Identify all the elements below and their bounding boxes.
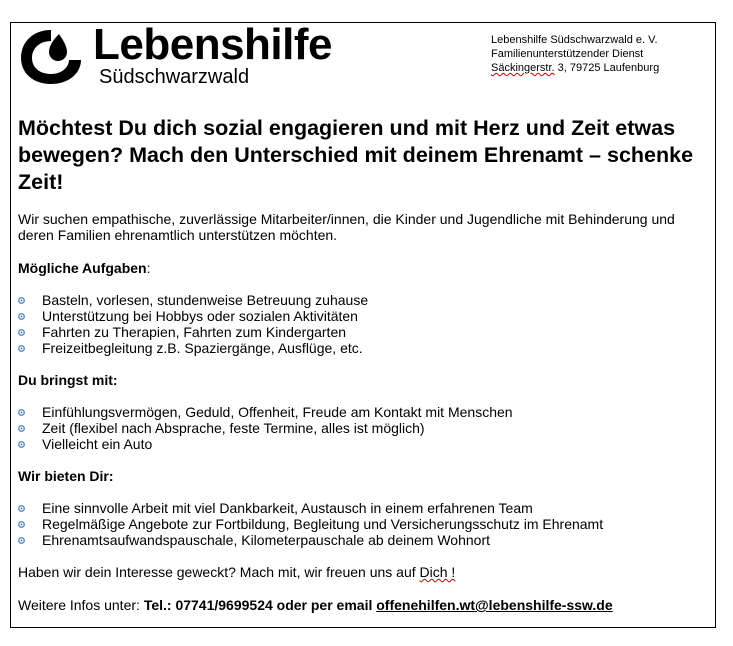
lebenshilfe-logo [19, 20, 349, 90]
bullet-icon [18, 441, 25, 448]
bullet-icon [18, 297, 25, 304]
lebenshilfe-logo-icon [19, 26, 83, 86]
contact-line [18, 597, 613, 613]
contact-prefix: Weitere Infos unter: [18, 597, 144, 613]
logo-subtitle: Südschwarzwald [99, 66, 250, 88]
requirements-title: Du bringst mit: [18, 372, 118, 388]
address-department: Familienunterstützender Dienst [491, 48, 644, 60]
list-item: Eine sinnvolle Arbeit mit viel Dankbarkeit, Austausch in einem erfahrenen Team [18, 500, 603, 516]
address-org: Lebenshilfe Südschwarzwald e. V. [491, 34, 658, 46]
list-item: Vielleicht ein Auto [18, 436, 513, 452]
list-item: Regelmäßige Angebote zur Fortbildung, Begleitung und Versicherungsschutz im Ehrenamt [18, 516, 603, 532]
intro-text: Wir suchen empathische, zuverlässige Mitarbeiter/innen, die Kinder und Jugendliche mit Behinderung und deren Familien ehrenamtlich unterstützen möchten. [18, 211, 675, 243]
contact-phone: Tel.: 07741/9699524 oder per email [143, 597, 377, 613]
tasks-list [18, 292, 368, 356]
bullet-icon [18, 409, 25, 416]
bullet-icon [18, 537, 25, 544]
list-item: Fahrten zu Therapien, Fahrten zum Kindergarten [18, 324, 368, 340]
bullet-icon [18, 345, 25, 352]
list-item: Basteln, vorlesen, stundenweise Betreuung zuhause [18, 292, 368, 308]
contact-email-link[interactable]: offenehilfen.wt@lebenshilfe-ssw.de [376, 597, 613, 613]
interest-text [18, 564, 455, 580]
bullet-icon [18, 313, 25, 320]
address-street-line [491, 61, 659, 75]
offer-list [18, 500, 603, 548]
list-item: Unterstützung bei Hobbys oder sozialen Aktivitäten [18, 308, 368, 324]
requirements-list [18, 404, 513, 452]
logo-name: Lebenshilfe [93, 20, 332, 69]
tasks-title-colon: : [146, 260, 151, 276]
bullet-icon [18, 521, 25, 528]
interest-emphasis: Dich ! [419, 564, 456, 580]
address-street-rest: 3, 79725 Laufenburg [554, 62, 660, 74]
interest-sentence: Haben wir dein Interesse geweckt? Mach mit, wir freuen uns auf [18, 564, 420, 580]
list-item: Freizeitbegleitung z.B. Spaziergänge, Ausflüge, etc. [18, 340, 368, 356]
sender-address [491, 33, 659, 75]
tasks-title-text: Mögliche Aufgaben [18, 260, 147, 276]
bullet-icon [18, 329, 25, 336]
address-street: Säckingerstr. [491, 62, 555, 74]
offer-title: Wir bieten Dir: [18, 468, 114, 484]
list-item: Einfühlungsvermögen, Geduld, Offenheit, Freude am Kontakt mit Menschen [18, 404, 513, 420]
headline: Möchtest Du dich sozial engagieren und mit Herz und Zeit etwas bewegen? Mach den Unterschied mit deinem Ehrenamt – schenke Zeit! [18, 116, 694, 194]
bullet-icon [18, 425, 25, 432]
list-item: Ehrenamtsaufwandspauschale, Kilometerpauschale ab deinem Wohnort [18, 532, 603, 548]
tasks-title [18, 260, 150, 276]
bullet-icon [18, 505, 25, 512]
list-item: Zeit (flexibel nach Absprache, feste Termine, alles ist möglich) [18, 420, 513, 436]
